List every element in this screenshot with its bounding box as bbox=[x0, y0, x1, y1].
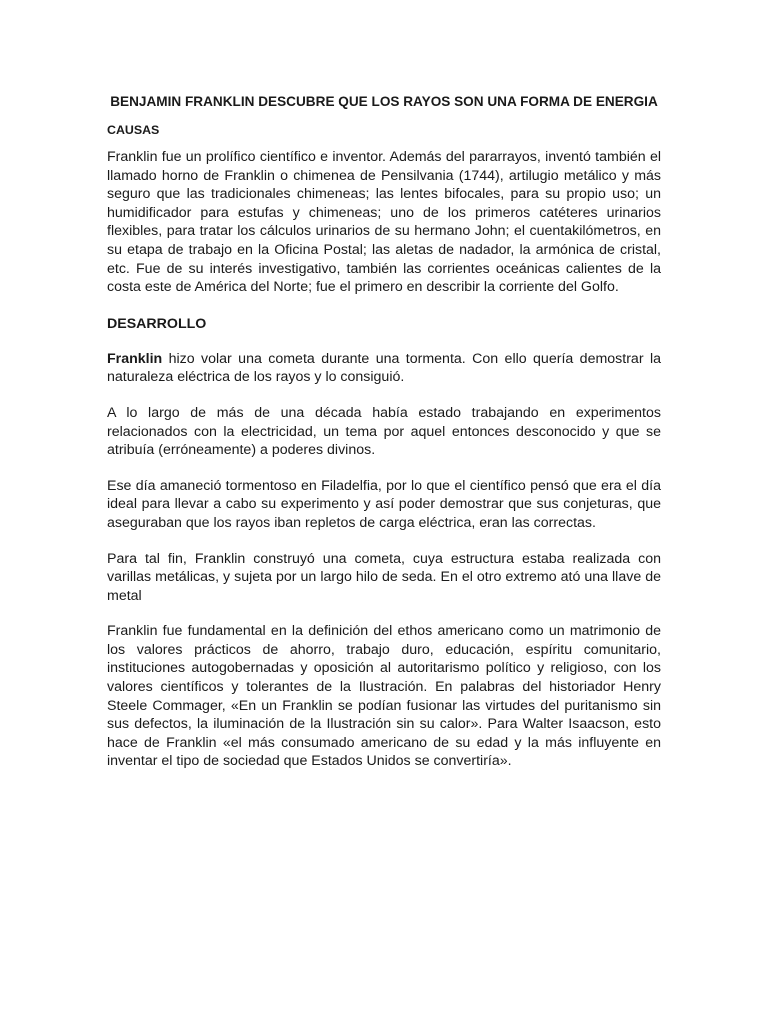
section-heading-desarrollo: DESARROLLO bbox=[107, 315, 207, 332]
paragraph-desarrollo-3: Para tal fin, Franklin construyó una cometa, cuya estructura estaba realizada con varillas metálicas, y sujeta por un largo hilo de seda. En el otro extremo ató una llave de metal bbox=[107, 550, 661, 604]
document-page bbox=[107, 93, 661, 788]
paragraph-desarrollo-lead bbox=[107, 350, 661, 387]
paragraph-desarrollo-1: A lo largo de más de una década había estado trabajando en experimentos relacionados con la electricidad, un tema por aquel entonces desconocido y que se atribuía (erróneamente) a poderes divinos. bbox=[107, 404, 661, 459]
paragraph-desarrollo-4: Franklin fue fundamental en la definición del ethos americano como un matrimonio de los valores prácticos de ahorro, trabajo duro, educación, espíritu comunitario, instituciones autogobernadas y oposición al autoritarismo político y religioso, con los valores científicos y tolerantes de la Ilustración. En palabras del historiador Henry Steele Commager, «En un Franklin se podían fusionar las virtudes del puritanismo sin sus defectos, la iluminación de la Ilustración sin su calor». Para Walter Isaacson, esto hace de Franklin «el más consumado americano de su edad y la más influyente en inventar el tipo de sociedad que Estados Unidos se convertiría». bbox=[107, 623, 661, 770]
section-heading-causas: CAUSAS bbox=[107, 123, 160, 137]
lead-bold-word: Franklin bbox=[107, 350, 163, 367]
paragraph-causas: Franklin fue un prolífico científico e inventor. Además del pararrayos, inventó también el llamado horno de Franklin o chimenea de Pensilvania (1744), artilugio metálico y más seguro que las tradicionales chimeneas; las lentes bifocales, para su propio uso; un humidificador para estufas y chimeneas; uno de los primeros catéteres urinarios flexibles, para tratar los cálculos urinarios de su hermano John; el cuentakilómetros, en su etapa de trabajo en la Oficina Postal; las aletas de nadador, la armónica de cristal, etc. Fue de su interés investigativo, también las corrientes oceánicas calientes de la costa este de América del Norte; fue el primero en describir la corriente del Golfo. bbox=[107, 149, 661, 296]
paragraph-desarrollo-2: Ese día amaneció tormentoso en Filadelfia, por lo que el científico pensó que era el día ideal para llevar a cabo su experimento y así poder demostrar que sus conjeturas, que aseguraban que los rayos iban repletos de carga eléctrica, eran las correctas. bbox=[107, 477, 661, 531]
document-title: BENJAMIN FRANKLIN DESCUBRE QUE LOS RAYOS SON UNA FORMA DE ENERGIA bbox=[110, 94, 658, 109]
lead-rest-text: hizo volar una cometa durante una tormenta. Con ello quería demostrar la naturaleza eléctrica de los rayos y lo consiguió. bbox=[107, 350, 661, 386]
